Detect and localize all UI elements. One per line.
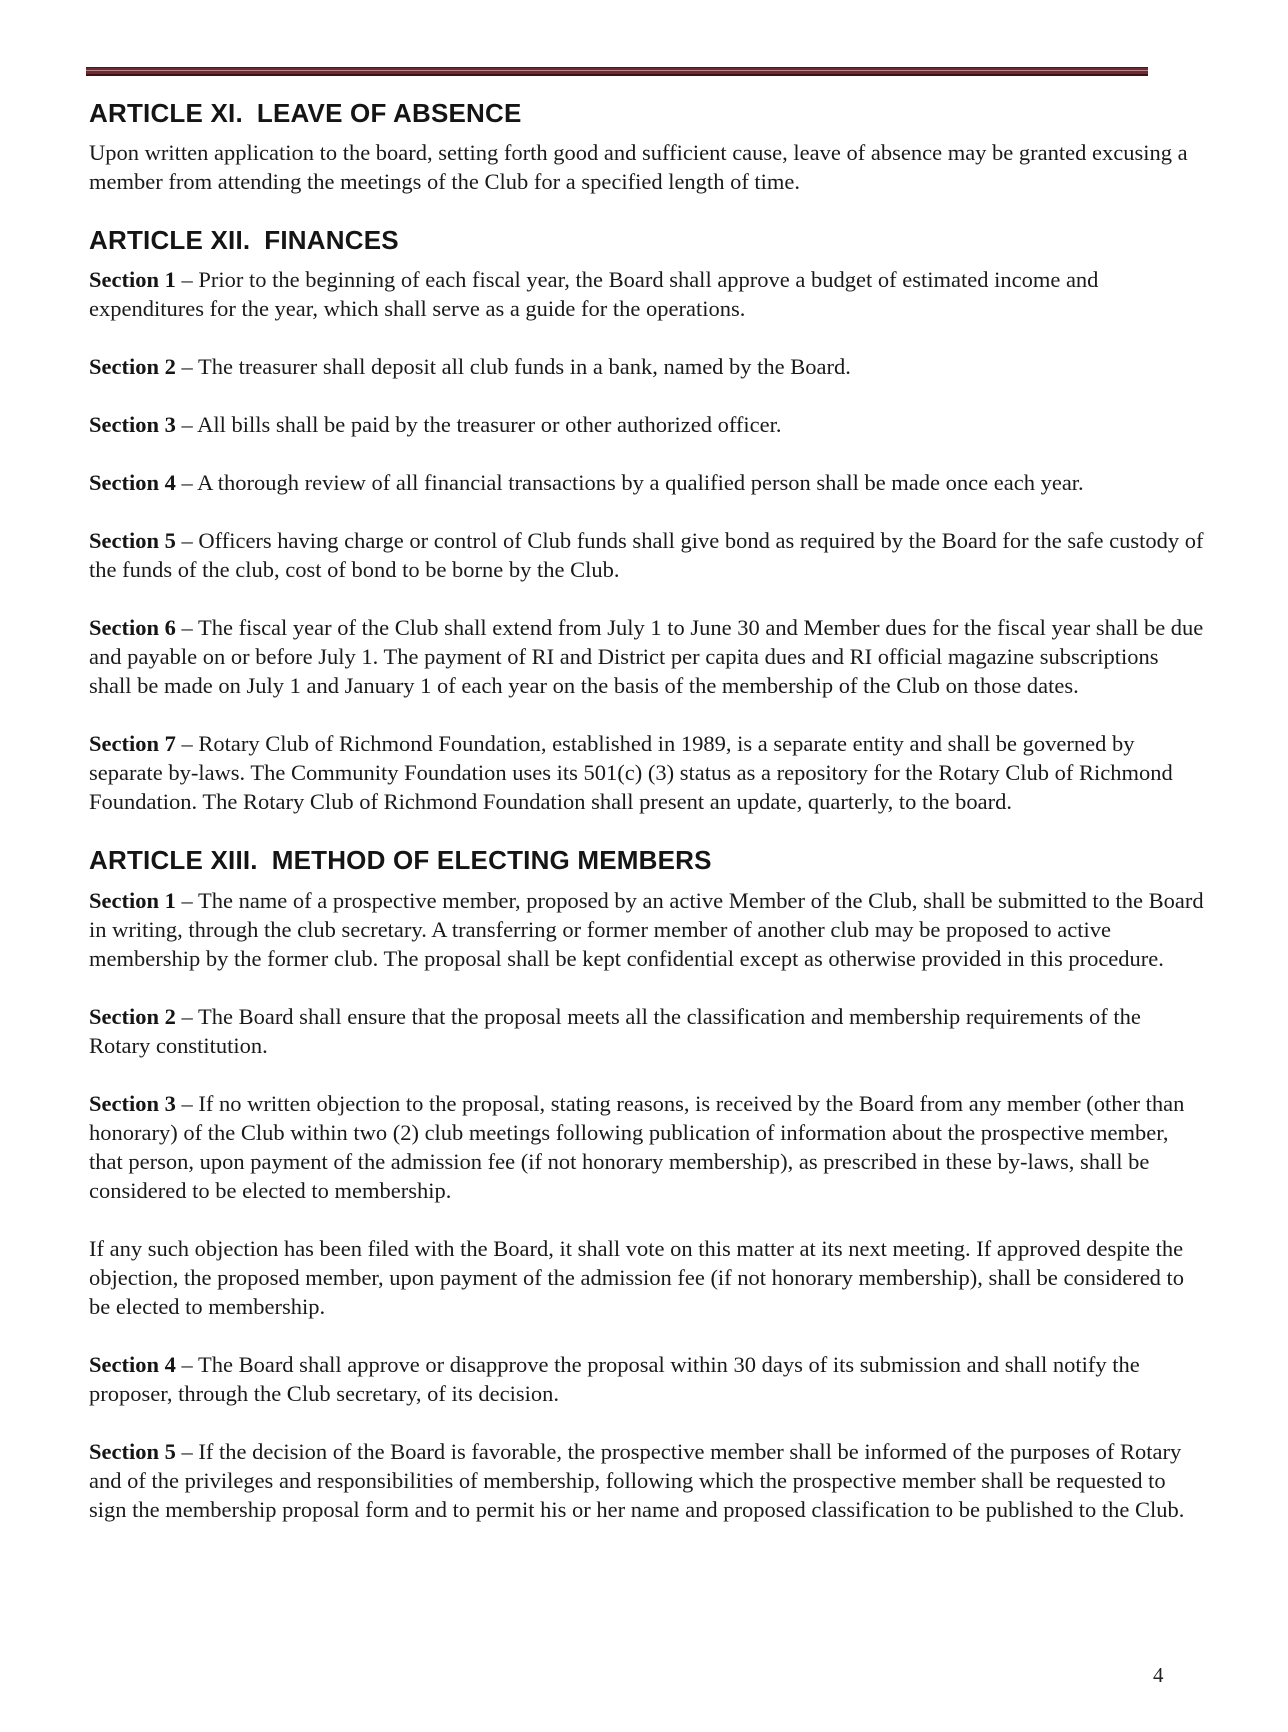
- header-rule: [86, 67, 1148, 76]
- article-number: ARTICLE XIII.: [89, 845, 258, 876]
- section-label: Section 6: [89, 615, 176, 641]
- section-paragraph: [89, 729, 1204, 816]
- section-text: – The fiscal year of the Club shall extend from July 1 to June 30 and Member dues for the fiscal year shall be due and payable on or before July 1. The payment of RI and District per capita dues and RI official magazine subscriptions shall be made on July 1 and January 1 of each year on the basis of the membership of the Club on those dates.: [89, 615, 1204, 699]
- section-text: – Prior to the beginning of each fiscal year, the Board shall approve a budget of estimated income and expenditures for the year, which shall serve as a guide for the operations.: [89, 267, 1099, 322]
- section-text: – The name of a prospective member, proposed by an active Member of the Club, shall be submitted to the Board in writing, through the club secretary. A transferring or former member of another club may be proposed to active membership by the former club. The proposal shall be kept confidential except as otherwise provided in this procedure.: [89, 887, 1204, 971]
- section-label: Section 7: [89, 731, 176, 757]
- section-paragraph: [89, 526, 1204, 584]
- section-paragraph: [89, 1437, 1204, 1524]
- section-label: Section 4: [89, 1351, 176, 1377]
- article-xiii: [89, 845, 1204, 1523]
- section-label: Section 2: [89, 354, 176, 380]
- article-heading: [89, 98, 1204, 129]
- document-body: [89, 98, 1204, 1553]
- section-paragraph: [89, 352, 1204, 381]
- section-text: – The Board shall ensure that the proposal meets all the classification and membership requirements of the Rotary constitution.: [89, 1003, 1141, 1058]
- section-paragraph: [89, 468, 1204, 497]
- section-label: Section 5: [89, 528, 176, 554]
- article-heading: [89, 225, 1204, 256]
- paragraph: [89, 138, 1204, 196]
- section-text: – A thorough review of all financial transactions by a qualified person shall be made once each year.: [175, 470, 1084, 496]
- paragraph: [89, 1234, 1204, 1321]
- section-label: Section 3: [89, 412, 176, 438]
- paragraph-text: If any such objection has been filed with the Board, it shall vote on this matter at its next meeting. If approved despite the objection, the proposed member, upon payment of the admission fee (if not honorary membership), shall be considered to be elected to membership.: [89, 1235, 1185, 1319]
- section-text: – If no written objection to the proposal, stating reasons, is received by the Board from any member (other than honorary) of the Club within two (2) club meetings following publication of information about the prospective member, that person, upon payment of the admission fee (if not honorary membership), as prescribed in these by-laws, shall be considered to be elected to membership.: [89, 1090, 1185, 1203]
- section-paragraph: [89, 886, 1204, 973]
- section-paragraph: [89, 613, 1204, 700]
- section-paragraph: [89, 1089, 1204, 1205]
- article-title: FINANCES: [264, 225, 399, 256]
- section-label: Section 5: [89, 1438, 176, 1464]
- section-paragraph: [89, 1002, 1204, 1060]
- section-label: Section 1: [89, 267, 176, 293]
- section-text: – If the decision of the Board is favorable, the prospective member shall be informed of the purposes of Rotary and of the privileges and responsibilities of membership, following which the prospective member shall be requested to sign the membership proposal form and to permit his or her name and proposed classification to be published to the Club.: [89, 1438, 1185, 1522]
- section-text: – The treasurer shall deposit all club funds in a bank, named by the Board.: [175, 354, 851, 380]
- section-paragraph: [89, 1350, 1204, 1408]
- section-text: – Rotary Club of Richmond Foundation, established in 1989, is a separate entity and shall be governed by separate by-laws. The Community Foundation uses its 501(c) (3) status as a repository for the Rotary Club of Richmond Foundation. The Rotary Club of Richmond Foundation shall present an update, quarterly, to the board.: [89, 731, 1173, 815]
- article-title: METHOD OF ELECTING MEMBERS: [271, 845, 712, 876]
- page-number: 4: [1153, 1663, 1164, 1687]
- article-number: ARTICLE XII.: [89, 225, 251, 256]
- section-text: – The Board shall approve or disapprove the proposal within 30 days of its submission and shall notify the proposer, through the Club secretary, of its decision.: [89, 1351, 1140, 1406]
- article-xi: [89, 98, 1204, 196]
- section-paragraph: [89, 265, 1204, 323]
- section-text: – All bills shall be paid by the treasurer or other authorized officer.: [175, 412, 782, 438]
- section-label: Section 2: [89, 1003, 176, 1029]
- section-label: Section 4: [89, 470, 176, 496]
- section-paragraph: [89, 410, 1204, 439]
- article-heading: [89, 845, 1204, 876]
- section-label: Section 1: [89, 887, 176, 913]
- paragraph-text: Upon written application to the board, setting forth good and sufficient cause, leave of absence may be granted excusing a member from attending the meetings of the Club for a specified length of time.: [89, 140, 1188, 195]
- article-xii: [89, 225, 1204, 816]
- article-title: LEAVE OF ABSENCE: [256, 98, 522, 128]
- article-number: ARTICLE XI.: [89, 98, 243, 128]
- section-text: – Officers having charge or control of Club funds shall give bond as required by the Board for the safe custody of the funds of the club, cost of bond to be borne by the Club.: [89, 528, 1204, 583]
- section-label: Section 3: [89, 1090, 176, 1116]
